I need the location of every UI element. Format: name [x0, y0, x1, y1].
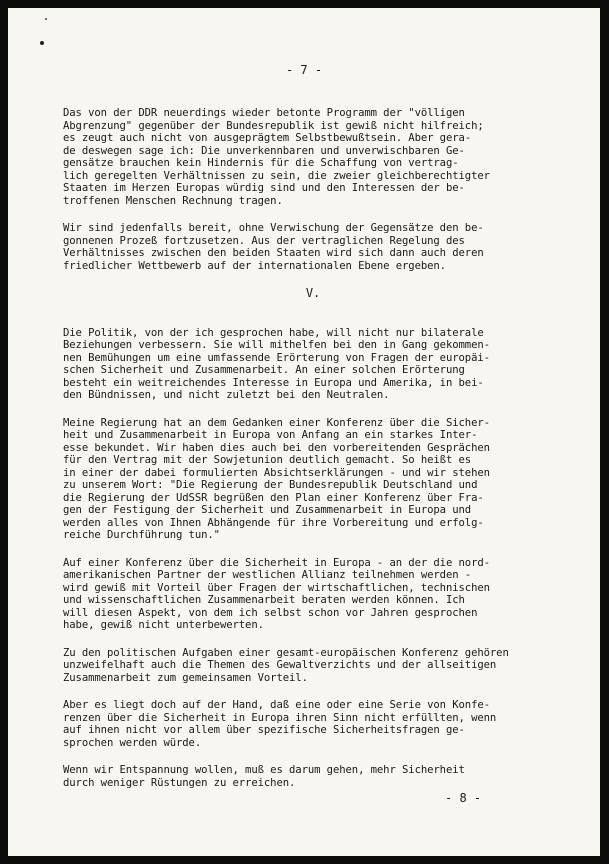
paragraph: Aber es liegt doch auf der Hand, daß eine oder eine Serie von Konfe- renzen über die Sicherheit in Europa ihren Sinn nicht erfüllten, wenn auf ihnen nicht vor allem über spezifische Sicherheitsfragen ge- sprochen werden würde. — [63, 699, 497, 749]
scan-speck — [45, 18, 47, 20]
paragraph: Auf einer Konferenz über die Sicherheit in Europa - an der die nord- amerikanischen Partner der westlichen Allianz teilnehmen werden - wird gewiß mit Vorteil über Fragen der wirtschaftlichen, technischen und wissenschaftlichen Zusammenarbeit beraten werden können. Ich will diesen Aspekt, von dem ich selbst schon vor Jahren gesprochen habe, gewiß nicht unterbewerten. — [63, 556, 490, 631]
paragraph: Wenn wir Entspannung wollen, muß es darum gehen, mehr Sicherheit durch weniger Rüstungen zu erreichen. — [63, 764, 465, 789]
paragraph: Meine Regierung hat an dem Gedanken einer Konferenz über die Sicher- heit und Zusammenarbeit in Europa von Anfang an ein starkes Inter- esse bekundet. Wir haben dies auch bei den vorbereitenden Gesprächen für den Vertrag mit der Sowjetunion deutlich gemacht. So heißt es in einer der dabei formulierten Absichtserklärungen - und wir stehen zu unserem Wort: "Die Regierung der Bundesrepublik Deutschland und die Regierung der UdSSR begrüßen den Plan einer Konferenz über Fra- gen der Festigung der Sicherheit und Zusammenarbeit in Europa und werden alles von Ihnen Abhängende für ihre Vorbereitung und erfolg- reiche Durchführung tun." — [63, 416, 490, 541]
page-number-next: - 8 - — [445, 791, 482, 805]
document-page — [8, 8, 600, 856]
paragraph: Das von der DDR neuerdings wieder betonte Programm der "völligen Abgrenzung" gegenüber der Bundesrepublik ist gewiß nicht hilfreich; es zeugt auch nicht von ausgeprägtem Selbstbewußtsein. Aber gera- de deswegen sage ich: Die unverkennbaren und unverwischbaren Ge- gensätze brauchen kein Hindernis für die Schaffung von vertrag- lich geregelten Verhältnissen zu sein, die zweier gleichberechtigter Staaten im Herzen Europas würdig sind und den Interessen der be- troffenen Menschen Rechnung tragen. — [63, 107, 490, 207]
section-heading: V. — [305, 286, 321, 300]
paragraph: Wir sind jedenfalls bereit, ohne Verwischung der Gegensätze den be- gonnenen Prozeß fortzusetzen. Aus der vertraglichen Regelung des Verhältnisses zwischen den beiden Staaten wird sich dann auch deren friedlicher Wettbewerb auf der internationalen Ebene ergeben. — [63, 222, 484, 272]
page-number-top: - 7 - — [285, 63, 323, 77]
scan-speck — [40, 41, 44, 45]
paragraph: Zu den politischen Aufgaben einer gesamt-europäischen Konferenz gehören unzweifelhaft auch die Themen des Gewaltverzichts und der allseitigen Zusammenarbeit zum gemeinsamen Vorteil. — [63, 646, 509, 684]
paragraph: Die Politik, von der ich gesprochen habe, will nicht nur bilaterale Beziehungen verbessern. Sie will mithelfen bei den in Gang gekommen- nen Bemühungen um eine umfassende Erörterung von Fragen der europäi- schen Sicherheit und Zusammenarbeit. An einer solchen Erörterung besteht ein weitreichendes Interesse in Europa und Amerika, in bei- den Bündnissen, und nicht zuletzt bei den Neutralen. — [63, 326, 490, 401]
document-body — [63, 107, 593, 804]
